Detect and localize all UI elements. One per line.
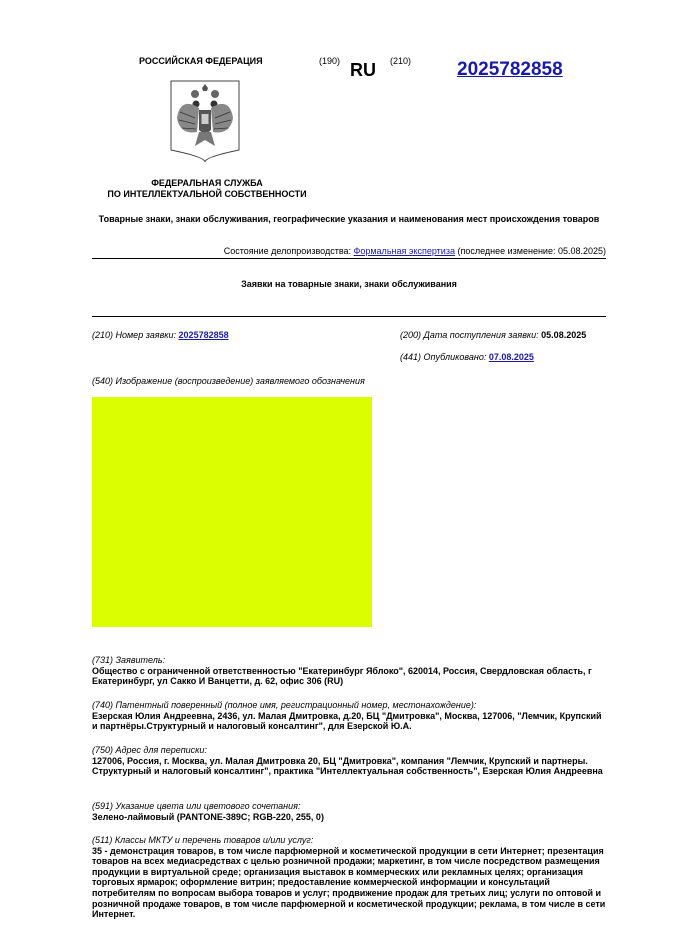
field-value: Зелено-лаймовый (PANTONE-389C; RGB-220, 255, 0)	[92, 811, 324, 822]
coat-of-arms-emblem	[169, 78, 241, 164]
agency-name-line2: ПО ИНТЕЛЛЕКТУАЛЬНОЙ СОБСТВЕННОСТИ	[107, 189, 307, 199]
application-number-label: (210) Номер заявки:	[92, 330, 179, 340]
status-link[interactable]: Формальная экспертиза	[353, 246, 455, 256]
agency-name-line1: ФЕДЕРАЛЬНАЯ СЛУЖБА	[151, 178, 263, 188]
inid-code-210: (210)	[390, 56, 412, 66]
application-number-link[interactable]: 2025782858	[178, 330, 229, 340]
field-color-indication	[92, 801, 608, 822]
document-title: Товарные знаки, знаки обслуживания, географические указания и наименования мест происхождения товаров	[98, 214, 600, 224]
status-prefix: Состояние делопроизводства:	[223, 246, 354, 256]
field-label: (511) Классы МКТУ и перечень товаров и/или услуг:	[92, 835, 314, 845]
divider-section	[92, 316, 606, 317]
inid-code-190: (190)	[319, 56, 341, 66]
publication-date-field	[400, 352, 534, 363]
trademark-color-swatch	[92, 397, 372, 627]
field-applicant	[92, 655, 608, 687]
status-line	[92, 246, 606, 257]
filing-date-field	[400, 330, 586, 341]
country-name: РОССИЙСКАЯ ФЕДЕРАЦИЯ	[139, 56, 263, 66]
field-label: (731) Заявитель:	[92, 655, 166, 665]
filing-date-label: (200) Дата поступления заявки:	[400, 330, 542, 340]
mark-image-label: (540) Изображение (воспроизведение) заявляемого обозначения	[92, 376, 365, 386]
field-value: 35 - демонстрация товаров, в том числе парфюмерной и косметической продукции в сети Интернет; презентация товаров на всех медиасредствах с целью розничной продажи; маркетинг, в том числе посредством размещения продукции в виртуальной среде; организация выставок в коммерческих или рекламных целях; организация торговых ярмарок; оформление витрин; предоставление коммерческой информации и консультаций потребителям по вопросам выбора товаров и услуг; продвижение продаж для третьих лиц; услуги по оптовой и розничной продаже товаров, в том числе парфюмерной и косметической продукции; реклама, в том числе в сети Интернет.	[92, 845, 606, 920]
status-suffix: (последнее изменение: 05.08.2025)	[454, 246, 606, 256]
field-label: (591) Указание цвета или цветового сочетания:	[92, 801, 301, 811]
section-title: Заявки на товарные знаки, знаки обслуживания	[241, 279, 457, 289]
field-classes-goods-services	[92, 835, 608, 920]
publication-date-link[interactable]: 07.08.2025	[488, 352, 534, 362]
field-patent-attorney	[92, 700, 608, 732]
application-number-field	[92, 330, 229, 341]
field-label: (750) Адрес для переписки:	[92, 745, 207, 755]
field-value: Общество с ограниченной ответственностью "Екатеринбург Яблоко", 620014, Россия, Свердловская область, г Екатеринбург, ул Сакко И Ванцетти, д. 62, офис 306 (RU)	[92, 665, 592, 687]
field-correspondence-address	[92, 745, 608, 777]
header-application-number-link[interactable]: 2025782858	[457, 59, 563, 80]
divider-top	[92, 258, 606, 259]
field-value: 127006, Россия, г. Москва, ул. Малая Дмитровка 20, БЦ "Дмитровка", компания "Лемчик, Крупский и партнеры. Структурный и налоговый консалтинг", практика "Интеллектуальная собственность", Езерская Юлия Андреевна	[92, 755, 603, 777]
publication-date-label: (441) Опубликовано:	[400, 352, 489, 362]
country-code-ru: RU	[350, 60, 376, 80]
field-value: Езерская Юлия Андреевна, 2436, ул. Малая Дмитровка, д.20, БЦ "Дмитровка", Москва, 127006, "Лемчик, Крупский и партнёры.Структурный и налоговый консалтинг", для Езерской Ю.А.	[92, 710, 602, 732]
filing-date-value: 05.08.2025	[541, 330, 587, 340]
field-label: (740) Патентный поверенный (полное имя, регистрационный номер, местонахождение):	[92, 700, 477, 710]
